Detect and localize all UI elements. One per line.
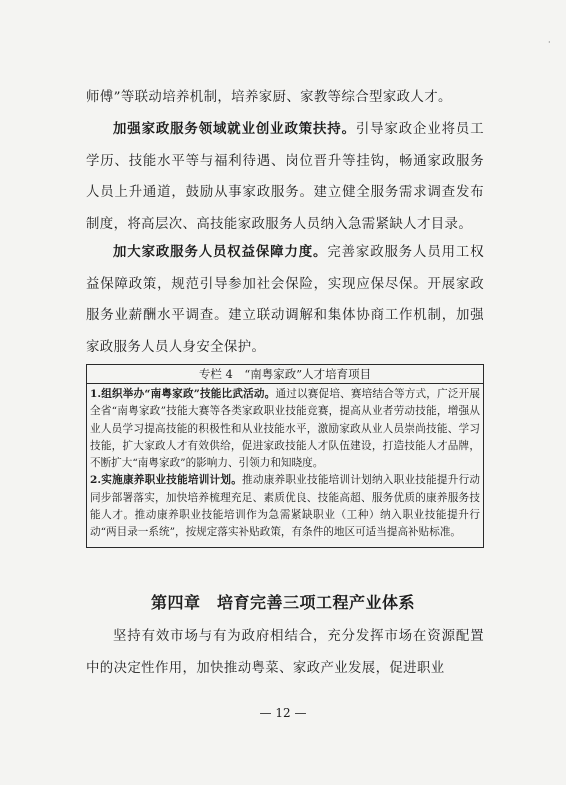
page-number: — 12 — bbox=[259, 706, 307, 720]
paragraph-4: 坚持有效市场与有为政府相结合，充分发挥市场在资源配置中的决定性作用，加快推动粤菜、家政产业发展，促进职业 bbox=[86, 629, 484, 676]
paragraph-3-heading: 加大家政服务人员权益保障力度。 bbox=[113, 244, 328, 260]
column-box bbox=[86, 364, 484, 548]
chapter-title: 第四章 培育完善三项工程产业体系 bbox=[150, 593, 415, 612]
column-item-1-heading: 1.组织举办“南粤家政”技能比武活动。 bbox=[90, 388, 276, 400]
column-item-1-text: 通过以赛促培、赛培结合等方式，广泛开展全省“南粤家政”技能大赛等各类家政职业技能竞赛，提高从业者劳动技能，增强从业人员学习提高技能的积极性和从业技能水平，激励家政从业人员崇尚技能、学习技能，扩大家政人才有效供给，促进家政技能人才队伍建设，打造技能人才品牌，不断扩大“南粤家政”的影响力、引领力和知晓度。 bbox=[90, 388, 480, 470]
corner-mark: · bbox=[548, 38, 551, 47]
column-box-body bbox=[87, 384, 483, 542]
paragraph-2-heading: 加强家政服务领域就业创业政策扶持。 bbox=[113, 121, 356, 137]
paragraph-3-text: 完善家政服务人员用工权益保障政策，规范引导参加社会保险，实现应保尽保。开展家政服务业薪酬水平调查。建立联动调解和集体协商工作机制，加强家政服务人员人身安全保护。 bbox=[86, 245, 484, 355]
column-item-2 bbox=[90, 472, 480, 541]
column-item-2-text: 推动康养职业技能培训计划纳入职业技能提升行动同步部署落实，加快培养梳理充足、素质优良、技能高超、服务优质的康养服务技能人才。推动康养职业技能培训作为急需紧缺职业（工种）纳入职业技能提升行动“两目录一系统”，按规定落实补贴政策，有条件的地区可适当提高补贴标准。 bbox=[90, 474, 481, 539]
paragraph-1: 师傅”等联动培养机制，培养家厨、家教等综合型家政人才。 bbox=[86, 90, 452, 105]
column-box-title: 专栏 4 “南粤家政”人才培育项目 bbox=[87, 365, 483, 384]
paragraph-2-text: 引导家政企业将员工学历、技能水平等与福利待遇、岗位晋升等挂钩，畅通家政服务人员上升通道，鼓励从事家政服务。建立健全服务需求调查发布制度，将高层次、高技能家政服务人员纳入急需紧缺人才目录。 bbox=[86, 122, 484, 232]
column-item-2-heading: 2.实施康养职业技能培训计划。 bbox=[90, 474, 243, 487]
column-item-1 bbox=[90, 386, 480, 472]
paragraph-2 bbox=[86, 114, 484, 240]
paragraph-3 bbox=[86, 237, 484, 363]
